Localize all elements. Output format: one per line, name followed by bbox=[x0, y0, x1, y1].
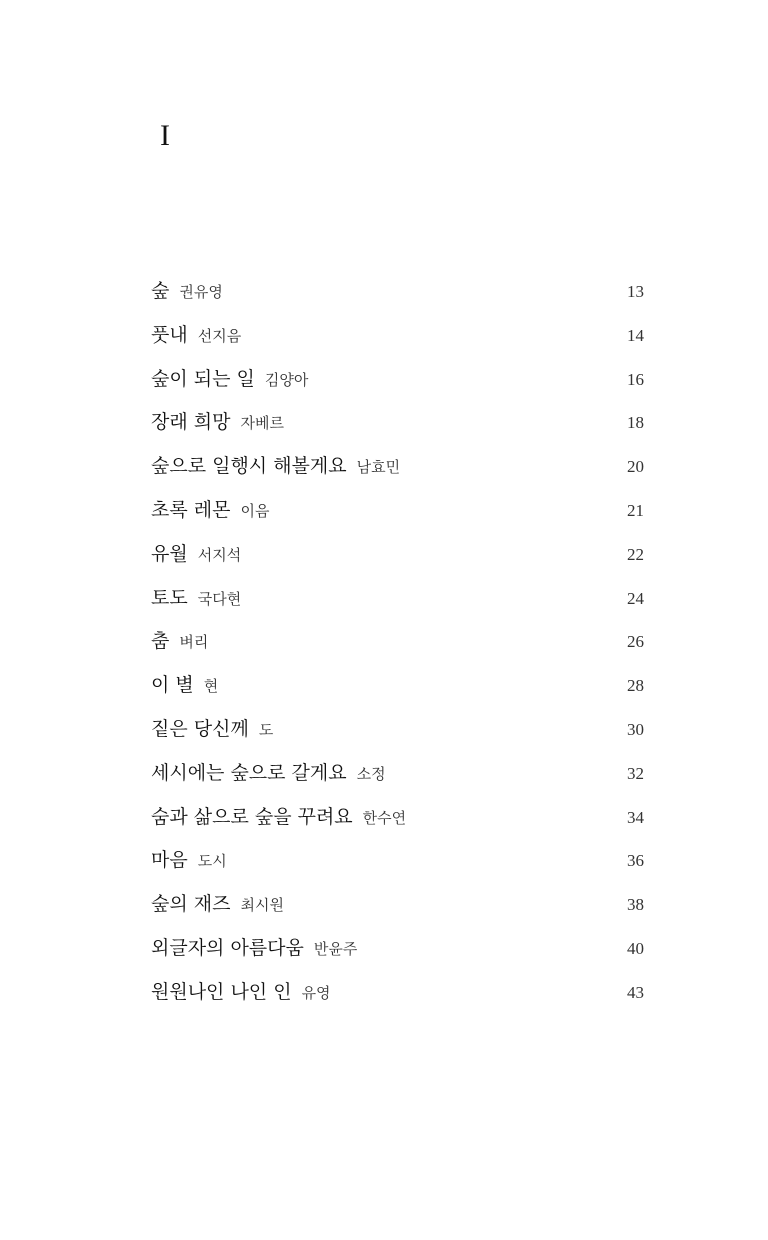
toc-entry[interactable] bbox=[151, 358, 644, 402]
toc-entry-left bbox=[151, 620, 208, 665]
toc-entry-page: 26 bbox=[627, 632, 644, 652]
toc-entry-title: 외글자의 아름다움 bbox=[151, 936, 304, 959]
toc-entry-page: 21 bbox=[627, 500, 644, 520]
toc-entry[interactable] bbox=[151, 401, 644, 445]
toc-entry-left bbox=[151, 708, 273, 753]
toc-entry-title: 유월 bbox=[151, 542, 188, 565]
toc-entry-left bbox=[151, 401, 284, 446]
toc-entry-author: 남효민 bbox=[356, 458, 401, 477]
toc-entry-author: 도시 bbox=[197, 852, 227, 871]
toc-entry-author: 선지음 bbox=[197, 326, 242, 345]
toc-entry-title: 원원나인 나인 인 bbox=[151, 980, 292, 1003]
toc-entry-page: 24 bbox=[627, 588, 644, 608]
toc-entry-title: 숲으로 일행시 해볼게요 bbox=[151, 455, 347, 478]
toc-entry-author: 한수연 bbox=[362, 808, 407, 827]
toc-entry-left bbox=[151, 533, 241, 578]
toc-entry[interactable] bbox=[151, 796, 644, 840]
toc-entry-page: 13 bbox=[627, 282, 644, 301]
toc-entry-title: 장래 희망 bbox=[151, 411, 231, 434]
toc-entry-page: 18 bbox=[627, 413, 644, 433]
toc-entry-page: 40 bbox=[627, 938, 644, 958]
toc-entry-author: 최시원 bbox=[240, 896, 284, 915]
toc-entry-page: 36 bbox=[627, 851, 644, 871]
toc-entry-left bbox=[151, 358, 308, 403]
toc-entry[interactable] bbox=[151, 708, 644, 752]
toc-entry-author: 소정 bbox=[356, 764, 386, 783]
toc-entry[interactable] bbox=[151, 839, 644, 883]
toc-entry-author: 도 bbox=[258, 720, 274, 739]
section-numeral: I bbox=[160, 119, 170, 152]
toc-entry-title: 숨과 삶으로 숲을 꾸려요 bbox=[151, 805, 353, 828]
toc-entry[interactable] bbox=[151, 314, 644, 358]
toc-entry-author: 이음 bbox=[240, 501, 270, 520]
table-of-contents bbox=[151, 270, 644, 1015]
toc-entry-title: 숲 bbox=[151, 280, 170, 302]
toc-entry-author: 반윤주 bbox=[313, 939, 358, 958]
toc-entry-left bbox=[151, 883, 284, 928]
toc-entry-author: 유영 bbox=[301, 983, 331, 1002]
toc-entry-title: 춤 bbox=[151, 630, 170, 653]
toc-entry-author: 벼리 bbox=[179, 633, 209, 652]
toc-entry-author: 서지석 bbox=[197, 545, 242, 564]
toc-entry[interactable] bbox=[151, 489, 644, 533]
toc-entry[interactable] bbox=[151, 620, 644, 664]
toc-entry-title: 토도 bbox=[151, 586, 188, 609]
toc-entry-left bbox=[151, 577, 241, 622]
toc-entry-title: 풋내 bbox=[151, 323, 188, 346]
toc-entry-left bbox=[151, 314, 241, 359]
toc-entry-title: 짙은 당신께 bbox=[151, 717, 249, 740]
toc-entry-title: 초록 레몬 bbox=[151, 498, 231, 521]
toc-entry-title: 세시에는 숲으로 갈게요 bbox=[151, 761, 347, 784]
toc-entry[interactable] bbox=[151, 533, 644, 577]
toc-entry-title: 숲이 되는 일 bbox=[151, 367, 255, 390]
toc-entry-page: 34 bbox=[627, 807, 644, 827]
toc-entry-page: 32 bbox=[627, 763, 644, 783]
toc-entry-left bbox=[151, 927, 357, 972]
toc-entry-title: 이 별 bbox=[151, 674, 194, 697]
toc-entry-page: 20 bbox=[627, 457, 644, 477]
toc-entry[interactable] bbox=[151, 664, 644, 708]
toc-entry-page: 22 bbox=[627, 544, 644, 564]
toc-entry-page: 28 bbox=[627, 676, 644, 696]
toc-entry-left bbox=[151, 796, 406, 841]
toc-entry-page: 43 bbox=[627, 982, 644, 1002]
toc-entry-page: 38 bbox=[627, 895, 644, 915]
toc-entry[interactable] bbox=[151, 445, 644, 489]
toc-entry-page: 16 bbox=[627, 369, 644, 389]
toc-entry-left bbox=[151, 489, 269, 534]
toc-entry-title: 숲의 재즈 bbox=[151, 893, 231, 916]
toc-entry[interactable] bbox=[151, 927, 644, 971]
toc-entry-left bbox=[151, 445, 400, 490]
toc-entry[interactable] bbox=[151, 883, 644, 927]
toc-entry[interactable] bbox=[151, 971, 644, 1015]
toc-entry-page: 30 bbox=[627, 719, 644, 739]
toc-entry-title: 마음 bbox=[151, 849, 188, 872]
toc-entry-author: 현 bbox=[203, 677, 219, 696]
toc-entry-left bbox=[151, 971, 331, 1016]
toc-entry-author: 국다현 bbox=[197, 589, 242, 608]
toc-entry-author: 김양아 bbox=[264, 370, 309, 389]
toc-entry-author: 권유영 bbox=[179, 283, 223, 301]
toc-entry[interactable] bbox=[151, 577, 644, 621]
toc-entry-left bbox=[151, 752, 386, 797]
toc-entry-author: 자베르 bbox=[240, 414, 284, 433]
toc-entry-page: 14 bbox=[627, 325, 644, 345]
toc-entry-left bbox=[151, 839, 227, 884]
toc-entry[interactable] bbox=[151, 270, 644, 314]
toc-entry-left bbox=[151, 270, 223, 315]
toc-entry[interactable] bbox=[151, 752, 644, 796]
toc-entry-left bbox=[151, 664, 218, 709]
